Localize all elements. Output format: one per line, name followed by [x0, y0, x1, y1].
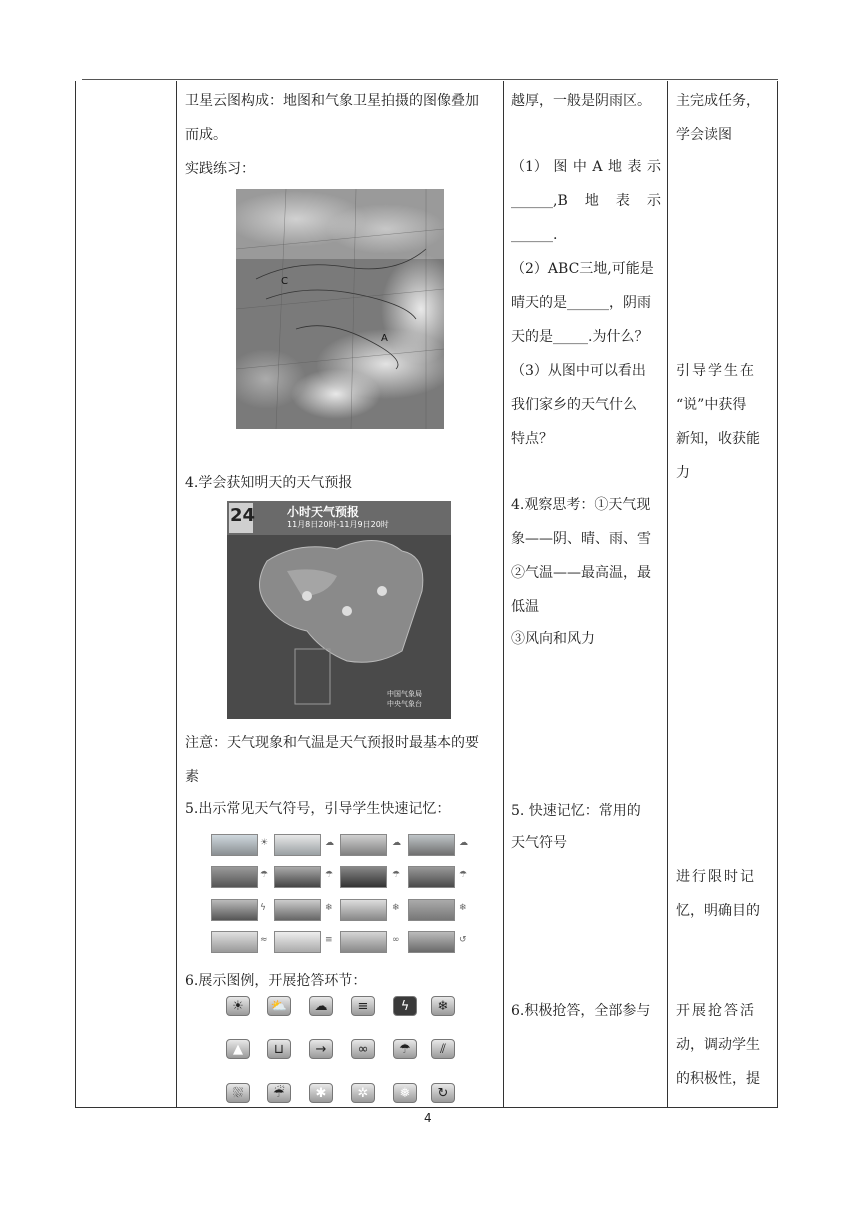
question1-line2: ______,B 地 表 示 [511, 193, 661, 209]
photo-thumb [340, 834, 387, 856]
forecast-badge: 24 [230, 505, 256, 526]
guide-line4: 力 [676, 465, 690, 481]
cloud-symbol-icon: ☁ [459, 838, 468, 848]
photo-thumb [211, 931, 258, 953]
timed-line1: 进行限时记 [676, 869, 756, 885]
fog-symbol-icon: ≡ [325, 935, 333, 945]
photo-thumb [274, 834, 321, 856]
question2-line3: 天的是_____.为什么？ [511, 329, 649, 345]
haze-symbol-icon: ∞ [392, 935, 400, 945]
photo-thumb [274, 866, 321, 888]
practice-label: 实践练习： [185, 161, 255, 177]
observe-line2: 象——阴、晴、雨、雪 [511, 531, 651, 547]
photo-thumb [408, 866, 455, 888]
sun-icon[interactable]: ☀ [226, 996, 250, 1016]
wind-arrow-icon[interactable]: → [309, 1039, 333, 1059]
forecast-credit-2: 中央气象台 [387, 700, 422, 708]
guide-line2: “说”中获得 [676, 397, 747, 413]
observe-line5: ③风向和风力 [511, 631, 595, 647]
quiz-line1: 开展抢答活 [676, 1003, 756, 1019]
forecast-credit-1: 中国气象局 [387, 690, 422, 698]
guide-line1: 引导学生在 [676, 363, 756, 379]
fog-lines-icon[interactable]: ≡ [351, 996, 375, 1016]
forecast-dates: 11月8日20时-11月9日20时 [287, 520, 389, 529]
table-divider-1 [176, 81, 177, 1108]
forecast-screenshot [227, 501, 451, 719]
quiz-line2: 动，调动学生 [676, 1037, 760, 1053]
lightning-icon[interactable]: ϟ [393, 996, 417, 1016]
rain-icon[interactable]: ⫽ [431, 1039, 455, 1059]
question1-line1: （1） 图 中 A 地 表 示 [511, 159, 661, 175]
col3-cloud-text: 越厚，一般是阴雨区。 [511, 93, 651, 109]
photo-thumb [211, 834, 258, 856]
intent-line1: 主完成任务， [676, 93, 760, 109]
lightning-symbol-icon: ϟ [260, 903, 266, 913]
photo-thumb [274, 931, 321, 953]
memorize-line2: 天气符号 [511, 835, 567, 851]
answer-line1: 6.积极抢答，全部参与 [511, 1003, 651, 1019]
heavy-rain-icon[interactable]: ⛆ [226, 1083, 250, 1103]
drizzle-cloud-icon[interactable]: ☔ [267, 1083, 291, 1103]
rain-symbol-icon: ☂ [459, 870, 468, 880]
header-rule [82, 79, 778, 80]
observe-line3: ②气温——最高温，最 [511, 565, 651, 581]
satellite-cloud-image [236, 189, 444, 429]
rain-symbol-icon: ☂ [392, 870, 401, 880]
page-number: 4 [424, 1111, 432, 1125]
photo-thumb [408, 899, 455, 921]
question3-line2: 我们家乡的天气什么 [511, 397, 637, 413]
snow-symbol-icon: ❄ [325, 903, 333, 913]
table-border-bottom [75, 1107, 778, 1108]
snowflake-icon[interactable]: ✱ [309, 1083, 333, 1103]
photo-thumb [211, 866, 258, 888]
snow-symbol-icon: ❄ [392, 903, 400, 913]
table-divider-2 [503, 81, 504, 1108]
umbrella-rain-icon[interactable]: ☂ [393, 1039, 417, 1059]
bracket-icon[interactable]: ⊔ [267, 1039, 291, 1059]
photo-thumb [211, 899, 258, 921]
photo-thumb [274, 899, 321, 921]
table-divider-3 [667, 81, 668, 1108]
guide-line3: 新知，收获能 [676, 431, 760, 447]
satellite-composition-text: 卫星云图构成：地图和气象卫星拍摄的图像叠加 [185, 93, 479, 109]
satellite-label-a: A [381, 333, 388, 344]
photo-thumb [340, 866, 387, 888]
typhoon-icon[interactable]: ↻ [431, 1083, 455, 1103]
memorize-line1: 5. 快速记忆：常用的 [511, 803, 641, 819]
snow-cloud-icon[interactable]: ❄ [431, 996, 455, 1016]
haze-icon[interactable]: ∞ [351, 1039, 375, 1059]
intent-line2: 学会读图 [676, 127, 732, 143]
typhoon-symbol-icon: ↺ [459, 935, 467, 945]
wind-symbol-icon: ≈ [260, 935, 268, 945]
photo-thumb [408, 931, 455, 953]
triangle-icon[interactable]: ▲ [226, 1039, 250, 1059]
double-snow-icon[interactable]: ✲ [351, 1083, 375, 1103]
note-text-cont: 素 [185, 769, 199, 785]
question3-line3: 特点？ [511, 431, 553, 447]
satellite-label-c: C [281, 276, 288, 287]
step4-heading: 4.学会获知明天的天气预报 [185, 475, 353, 491]
cloudy-icon[interactable]: ☁ [309, 996, 333, 1016]
question2-line1: （2）ABC三地,可能是 [511, 261, 654, 277]
observe-line4: 低温 [511, 599, 539, 615]
cloud-symbol-icon: ☁ [392, 838, 401, 848]
observe-line1: 4.观察思考：①天气现 [511, 497, 651, 513]
photo-thumb [340, 899, 387, 921]
table-border-left [75, 81, 76, 1108]
question3-line1: （3）从图中可以看出 [511, 363, 646, 379]
partly-cloudy-icon[interactable]: ⛅ [267, 996, 291, 1016]
step5-heading: 5.出示常见天气符号，引导学生快速记忆： [185, 801, 451, 817]
step6-heading: 6.展示图例，开展抢答环节： [185, 973, 367, 989]
table-border-right [777, 81, 778, 1108]
timed-line2: 忆，明确目的 [676, 903, 760, 919]
photo-thumb [340, 931, 387, 953]
note-text: 注意：天气现象和气温是天气预报时最基本的要 [185, 735, 479, 751]
satellite-composition-text-cont: 而成。 [185, 127, 227, 143]
lesson-table [75, 81, 778, 1108]
forecast-title: 小时天气预报 [287, 505, 360, 519]
sun-symbol-icon: ☀ [260, 838, 269, 848]
rain-symbol-icon: ☂ [325, 870, 334, 880]
photo-thumb [408, 834, 455, 856]
question2-line2: 晴天的是______，阴雨 [511, 295, 651, 311]
quiz-line3: 的积极性，提 [676, 1071, 760, 1087]
sleet-icon[interactable]: ❅ [393, 1083, 417, 1103]
snow-symbol-icon: ❄ [459, 903, 467, 913]
question1-line3: ______. [511, 227, 558, 243]
rain-symbol-icon: ☂ [260, 870, 269, 880]
cloud-symbol-icon: ☁ [325, 838, 334, 848]
